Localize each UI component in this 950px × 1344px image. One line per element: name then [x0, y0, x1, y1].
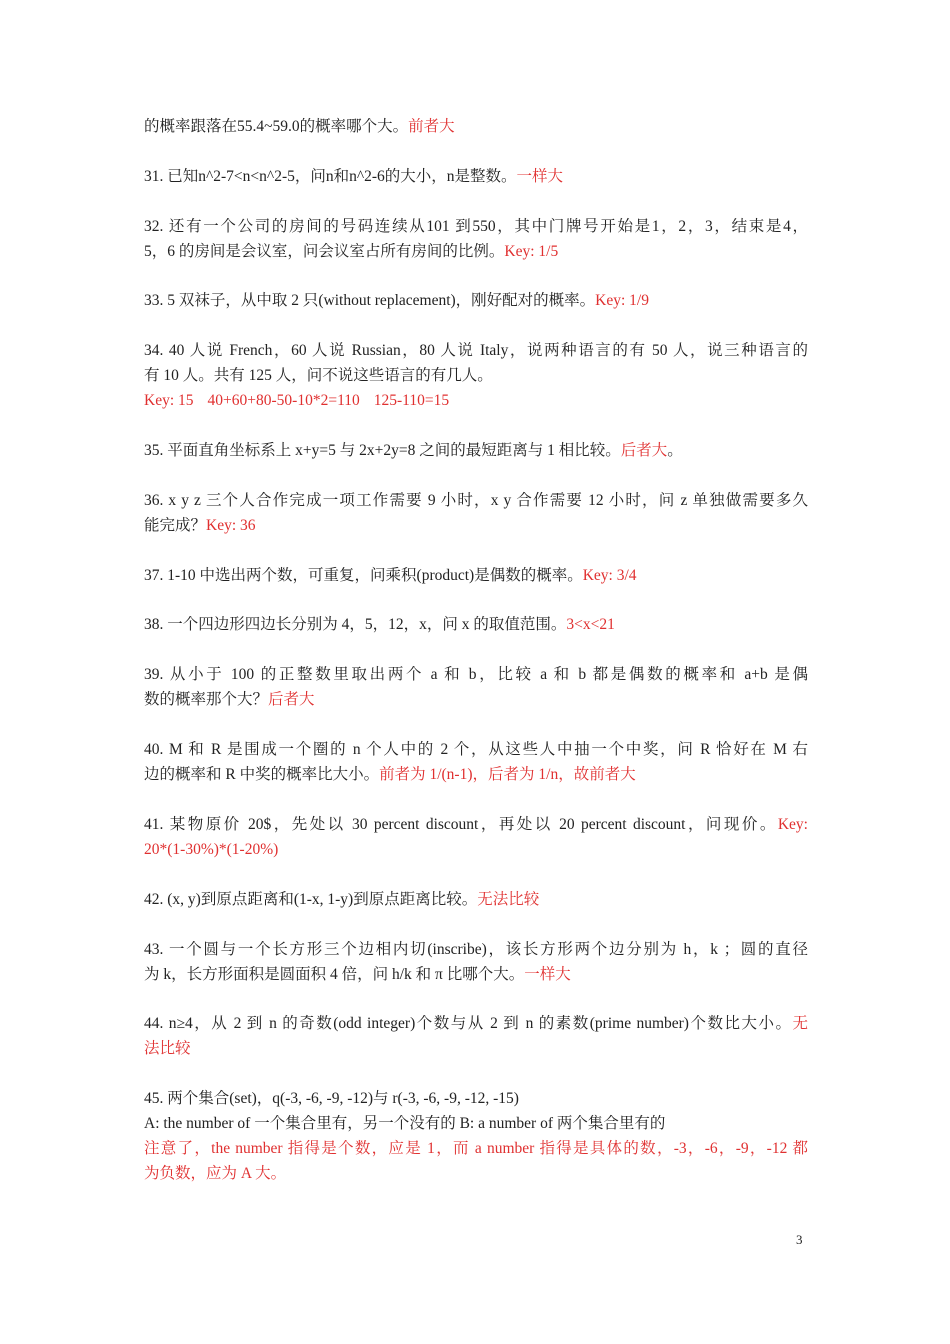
question-44	[144, 1011, 808, 1061]
question-line: 43. 一个圆与一个长方形三个边相内切(inscribe)，该长方形两个边分别为 h，k ；圆的直径	[144, 941, 808, 958]
question-line: 的概率跟落在55.4~59.0的概率哪个大。前者大	[144, 118, 455, 135]
page-number: 3	[796, 1232, 803, 1247]
question-41	[144, 812, 808, 862]
answer-text: 一样大	[516, 168, 564, 185]
question-34	[144, 338, 808, 413]
answer-text: 无	[792, 1015, 808, 1032]
answer-text: 一样大	[524, 966, 571, 983]
question-line: 40. M 和 R 是围成一个圈的 n 个人中的 2 个，从这些人中抽一个中奖，问 R 恰好在 M 右	[144, 741, 808, 758]
question-line: 45. 两个集合(set)，q(-3, -6, -9, -12)与 r(-3, -6, -9, -12, -15)	[144, 1090, 519, 1107]
answer-line: Key: 15 40+60+80-50-10*2=110 125-110=15	[144, 392, 450, 409]
answer-text: 前者大	[408, 118, 455, 135]
question-line: 31. 已知n^2-7<n<n^2-5，问n和n^2-6的大小，n是整数。一样大	[144, 168, 564, 185]
question-line: 42. (x, y)到原点距离和(1-x, 1-y)到原点距离比较。无法比较	[144, 891, 540, 908]
answer-line: 为负数，应为 A 大。	[144, 1165, 287, 1182]
answer-text: 后者大	[620, 442, 668, 459]
question-40	[144, 737, 808, 787]
answer-text: Key: 3/4	[582, 567, 637, 584]
question-continuation	[144, 114, 808, 139]
question-45	[144, 1086, 808, 1186]
question-line: 41. 某物原价 20$，先处以 30 percent discount，再处以 20 percent discount，问现价。Key:	[144, 816, 808, 833]
question-line: 38. 一个四边形四边长分别为 4，5，12，x，问 x 的取值范围。3<x<21	[144, 616, 615, 633]
question-line: 能完成？Key: 36	[144, 517, 256, 534]
question-43	[144, 937, 808, 987]
question-line: 35. 平面直角坐标系上 x+y=5 与 2x+2y=8 之间的最短距离与 1 相比较。后者大。	[144, 442, 683, 459]
answer-text: Key: 36	[206, 517, 256, 534]
question-line: 边的概率和 R 中奖的概率比大小。前者为 1/(n-1)，后者为 1/n，故前者大	[144, 766, 636, 783]
question-line: 36. x y z 三个人合作完成一项工作需要 9 小时，x y 合作需要 12 小时，问 z 单独做需要多久	[144, 492, 808, 509]
answer-text: 前者为 1/(n-1)，后者为 1/n，故前者大	[379, 766, 636, 783]
question-line: 32. 还有一个公司的房间的号码连续从101 到550，其中门牌号开始是1，2，3，结束是4，	[144, 218, 808, 235]
question-line: 33. 5 双袜子，从中取 2 只(without replacement)，刚好配对的概率。Key: 1/9	[144, 292, 649, 309]
question-42	[144, 887, 808, 912]
question-37	[144, 563, 808, 588]
answer-text: Key: 1/9	[595, 292, 649, 309]
question-line: 39. 从小于 100 的正整数里取出两个 a 和 b，比较 a 和 b 都是偶数的概率和 a+b 是偶	[144, 666, 808, 683]
answer-line: 注意了，the number 指得是个数，应是 1，而 a number 指得是具体的数，-3，-6，-9，-12 都	[144, 1140, 808, 1157]
question-line: A: the number of 一个集合里有，另一个没有的 B: a number of 两个集合里有的	[144, 1115, 666, 1132]
question-line: 44. n≥4，从 2 到 n 的奇数(odd integer)个数与从 2 到 n 的素数(prime number)个数比大小。无	[144, 1015, 808, 1032]
question-line: 5，6 的房间是会议室，问会议室占所有房间的比例。Key: 1/5	[144, 243, 559, 260]
question-line: 为 k，长方形面积是圆面积 4 倍，问 h/k 和 π 比哪个大。一样大	[144, 966, 571, 983]
question-line: 有 10 人。共有 125 人，问不说这些语言的有几人。	[144, 367, 493, 384]
question-39	[144, 662, 808, 712]
answer-text: 无法比较	[477, 891, 540, 908]
answer-text: Key: 1/5	[504, 243, 559, 260]
question-line: 34. 40 人说 French，60 人说 Russian，80 人说 Italy，说两种语言的有 50 人，说三种语言的	[144, 342, 808, 359]
question-line: 数的概率那个大？后者大	[144, 691, 315, 708]
question-33	[144, 288, 808, 313]
answer-text: 3<x<21	[566, 616, 615, 633]
answer-text: 后者大	[268, 691, 315, 708]
answer-line: 法比较	[144, 1040, 191, 1057]
question-38	[144, 612, 808, 637]
question-line: 37. 1-10 中选出两个数，可重复，问乘积(product)是偶数的概率。Key: 3/4	[144, 567, 637, 584]
question-35	[144, 438, 808, 463]
question-32	[144, 214, 808, 264]
question-36	[144, 488, 808, 538]
answer-text: Key:	[777, 816, 808, 833]
answer-line: 20*(1-30%)*(1-20%)	[144, 841, 279, 858]
question-31	[144, 164, 808, 189]
